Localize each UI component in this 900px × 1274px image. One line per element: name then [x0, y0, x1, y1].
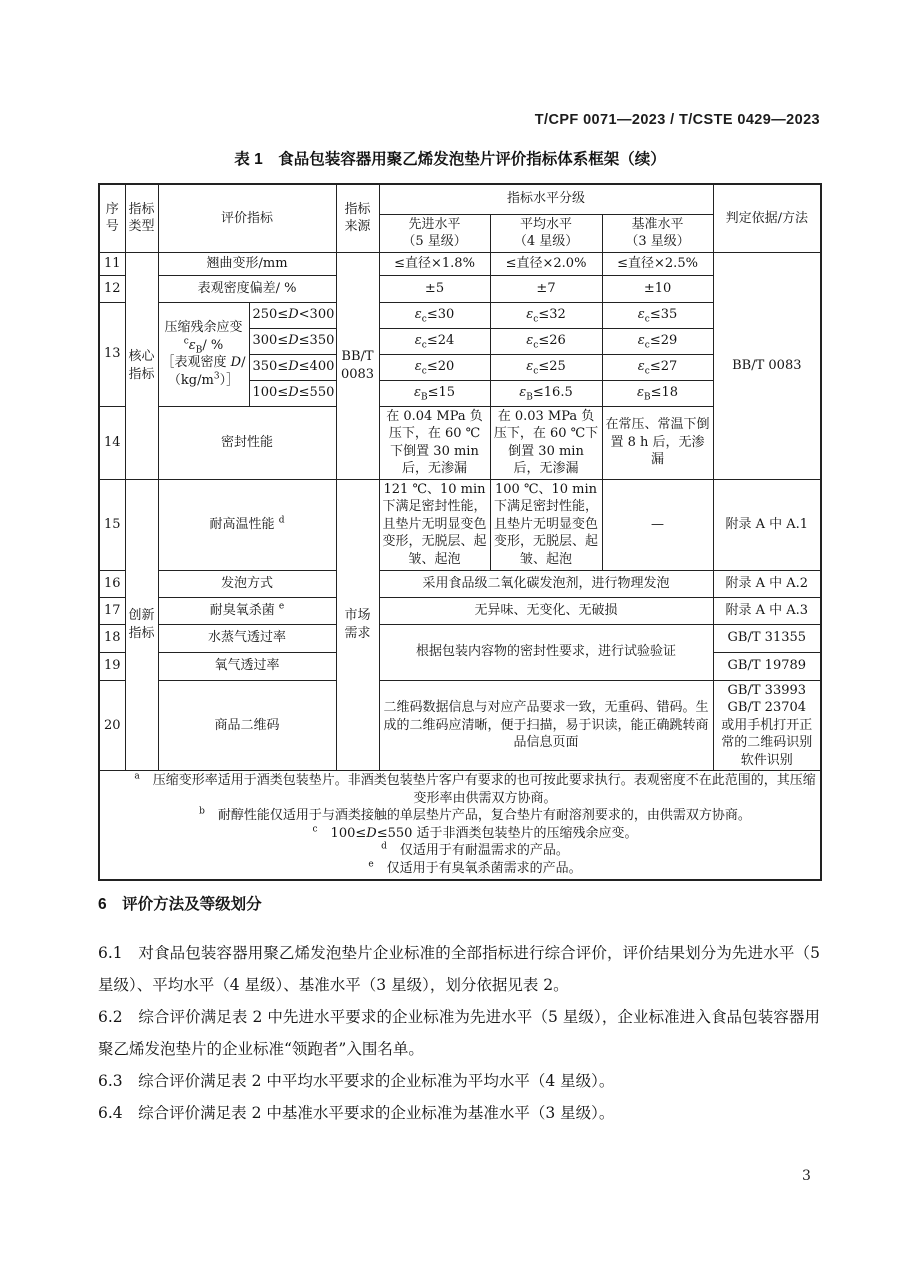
row13-label: 压缩残余应变 $^c\varepsilon_B/$ % ［表观密度 D/ $(kg/m^3)]$: [158, 302, 249, 406]
row13-sub3-advanced: $\varepsilon_B\le 15$: [379, 380, 490, 406]
header-col-basis: 判定依据/方法: [713, 184, 821, 252]
row17-label: 耐臭氧杀菌 $^e$: [158, 597, 336, 624]
row11-advanced: ≤直径×1.8%: [379, 252, 490, 275]
header-col-type: 指标 类型: [125, 184, 158, 252]
footnotes-cell: [99, 771, 821, 880]
row13-sub1-range: 300≤D≤350: [249, 328, 336, 354]
row18-19-criteria: 根据包装内容物的密封性要求，进行试验验证: [379, 624, 713, 680]
page-number: 3: [802, 1168, 811, 1184]
row11-label: 翘曲变形/mm: [158, 252, 336, 275]
row12-label: 表观密度偏差/ %: [158, 275, 336, 302]
table-row: [99, 479, 821, 570]
row17-criteria: 无异味、无变化、无破损: [379, 597, 713, 624]
row13-sub1-baseline: $\varepsilon_c\le 29$: [602, 328, 713, 354]
type-core-cell: 核心 指标: [125, 252, 158, 479]
row11-baseline: ≤直径×2.5%: [602, 252, 713, 275]
row15-no: 15: [99, 479, 125, 570]
table-row: [99, 570, 821, 597]
row12-advanced: ±5: [379, 275, 490, 302]
source-innovation-cell: 市场 需求: [336, 479, 379, 770]
row19-label: 氧气透过率: [158, 652, 336, 680]
header-level-advanced: 先进水平 （5 星级）: [379, 214, 490, 252]
row15-basis: 附录 A 中 A.1: [713, 479, 821, 570]
row15-label: 耐高温性能 $^d$: [158, 479, 336, 570]
row20-criteria: 二维码数据信息与对应产品要求一致，无重码、错码。生成的二维码应清晰，便于扫描，易于识读，能正确跳转商品信息页面: [379, 680, 713, 771]
basis-core-cell: BB/T 0083: [713, 252, 821, 479]
row18-basis: GB/T 31355: [713, 624, 821, 652]
footnote-e: $^e$ 仅适用于有臭氧杀菌需求的产品。: [368, 859, 582, 876]
row13-no: 13: [99, 302, 125, 406]
row14-label: 密封性能: [158, 406, 336, 479]
row15-baseline: —: [602, 479, 713, 570]
row13-sub2-baseline: $\varepsilon_c\le 27$: [602, 354, 713, 380]
table-header-row-1: [99, 184, 821, 214]
row13-sub2-range: 350≤D≤400: [249, 354, 336, 380]
header-level-baseline: 基准水平 （3 星级）: [602, 214, 713, 252]
paragraph-6-2: 6.2 综合评价满足表 2 中先进水平要求的企业标准为先进水平（5 星级），企业标准进入食品包装容器用聚乙烯发泡垫片的企业标准“领跑者”入围名单。: [98, 1008, 820, 1058]
header-col-levels: 指标水平分级: [379, 184, 713, 214]
section-6-heading: 6 评价方法及等级划分: [98, 896, 262, 913]
paragraph-6-3: 6.3 综合评价满足表 2 中平均水平要求的企业标准为平均水平（4 星级）。: [98, 1072, 615, 1090]
row20-no: 20: [99, 680, 125, 771]
row15-average: 100 ℃、10 min 下满足密封性能，且垫片无明显变色变形，无脱层、起皱、起泡: [490, 479, 602, 570]
header-level-average: 平均水平 （4 星级）: [490, 214, 602, 252]
table-row: [99, 252, 821, 275]
table-row: [99, 624, 821, 652]
row18-label: 水蒸气透过率: [158, 624, 336, 652]
row13-sub3-range: 100≤D≤550: [249, 380, 336, 406]
row17-basis: 附录 A 中 A.3: [713, 597, 821, 624]
row16-no: 16: [99, 570, 125, 597]
row18-no: 18: [99, 624, 125, 652]
row13-sub2-average: $\varepsilon_c\le 25$: [490, 354, 602, 380]
row12-no: 12: [99, 275, 125, 302]
row13-sub1-average: $\varepsilon_c\le 26$: [490, 328, 602, 354]
row20-basis: GB/T 33993 GB/T 23704 或用手机打开正常的二维码识别软件识别: [713, 680, 821, 771]
row16-basis: 附录 A 中 A.2: [713, 570, 821, 597]
paragraph-6-1: 6.1 对食品包装容器用聚乙烯发泡垫片企业标准的全部指标进行综合评价，评价结果划分为先进水平（5 星级）、平均水平（4 星级）、基准水平（3 星级），划分依据见表 2。: [98, 944, 820, 994]
footnote-row: [99, 771, 821, 880]
row13-sub3-baseline: $\varepsilon_B\le 18$: [602, 380, 713, 406]
row20-label: 商品二维码: [158, 680, 336, 771]
standard-number: T/CPF 0071—2023 / T/CSTE 0429—2023: [534, 112, 820, 128]
row13-sub0-average: $\varepsilon_c\le 32$: [490, 302, 602, 328]
row12-baseline: ±10: [602, 275, 713, 302]
row14-baseline: 在常压、常温下倒置 8 h 后，无渗漏: [602, 406, 713, 479]
row17-no: 17: [99, 597, 125, 624]
row19-basis: GB/T 19789: [713, 652, 821, 680]
row13-sub0-baseline: $\varepsilon_c\le 35$: [602, 302, 713, 328]
paragraph-6-4: 6.4 综合评价满足表 2 中基准水平要求的企业标准为基准水平（3 星级）。: [98, 1104, 615, 1122]
row12-average: ±7: [490, 275, 602, 302]
table-row: [99, 597, 821, 624]
section-6: [98, 893, 820, 1129]
table-title: 表 1 食品包装容器用聚乙烯发泡垫片评价指标体系框架（续）: [234, 151, 666, 168]
header-col-indicator: 评价指标: [158, 184, 336, 252]
row14-advanced: 在 0.04 MPa 负压下，在 60 ℃下倒置 30 min 后，无渗漏: [379, 406, 490, 479]
footnote-c: $^c$ 100≤D≤550 适于非酒类包装垫片的压缩残余应变。: [312, 824, 638, 841]
table-row: [99, 275, 821, 302]
row13-sub3-average: $\varepsilon_B\le 16.5$: [490, 380, 602, 406]
row11-average: ≤直径×2.0%: [490, 252, 602, 275]
row11-no: 11: [99, 252, 125, 275]
table-row: [99, 680, 821, 771]
table-row: [99, 406, 821, 479]
header-col-source: 指标 来源: [336, 184, 379, 252]
row14-average: 在 0.03 MPa 负压下，在 60 ℃下倒置 30 min 后，无渗漏: [490, 406, 602, 479]
row16-label: 发泡方式: [158, 570, 336, 597]
evaluation-index-table: [98, 183, 822, 881]
row13-sub2-advanced: $\varepsilon_c\le 20$: [379, 354, 490, 380]
row14-no: 14: [99, 406, 125, 479]
row13-sub0-range: 250≤D<300: [249, 302, 336, 328]
row19-no: 19: [99, 652, 125, 680]
footnote-b: $^b$ 耐醇性能仅适用于与酒类接触的单层垫片产品，复合垫片有耐溶剂要求的，由供需双方协商。: [199, 807, 751, 824]
source-core-cell: BB/T 0083: [336, 252, 379, 479]
footnote-a: $^a$ 压缩变形率适用于酒类包装垫片。非酒类包装垫片客户有要求的也可按此要求执行。表观密度不在此范围的，其压缩变形率由供需双方协商。: [134, 771, 816, 806]
type-innovation-cell: 创新 指标: [125, 479, 158, 770]
row13-sub0-advanced: $\varepsilon_c\le 30$: [379, 302, 490, 328]
row13-sub1-advanced: $\varepsilon_c\le 24$: [379, 328, 490, 354]
row15-advanced: 121 ℃、10 min 下满足密封性能，且垫片无明显变色变形，无脱层、起皱、起泡: [379, 479, 490, 570]
row16-criteria: 采用食品级二氧化碳发泡剂，进行物理发泡: [379, 570, 713, 597]
footnote-d: $^d$ 仅适用于有耐温需求的产品。: [381, 842, 569, 859]
table-row: [99, 302, 821, 328]
header-col-no: 序 号: [99, 184, 125, 252]
